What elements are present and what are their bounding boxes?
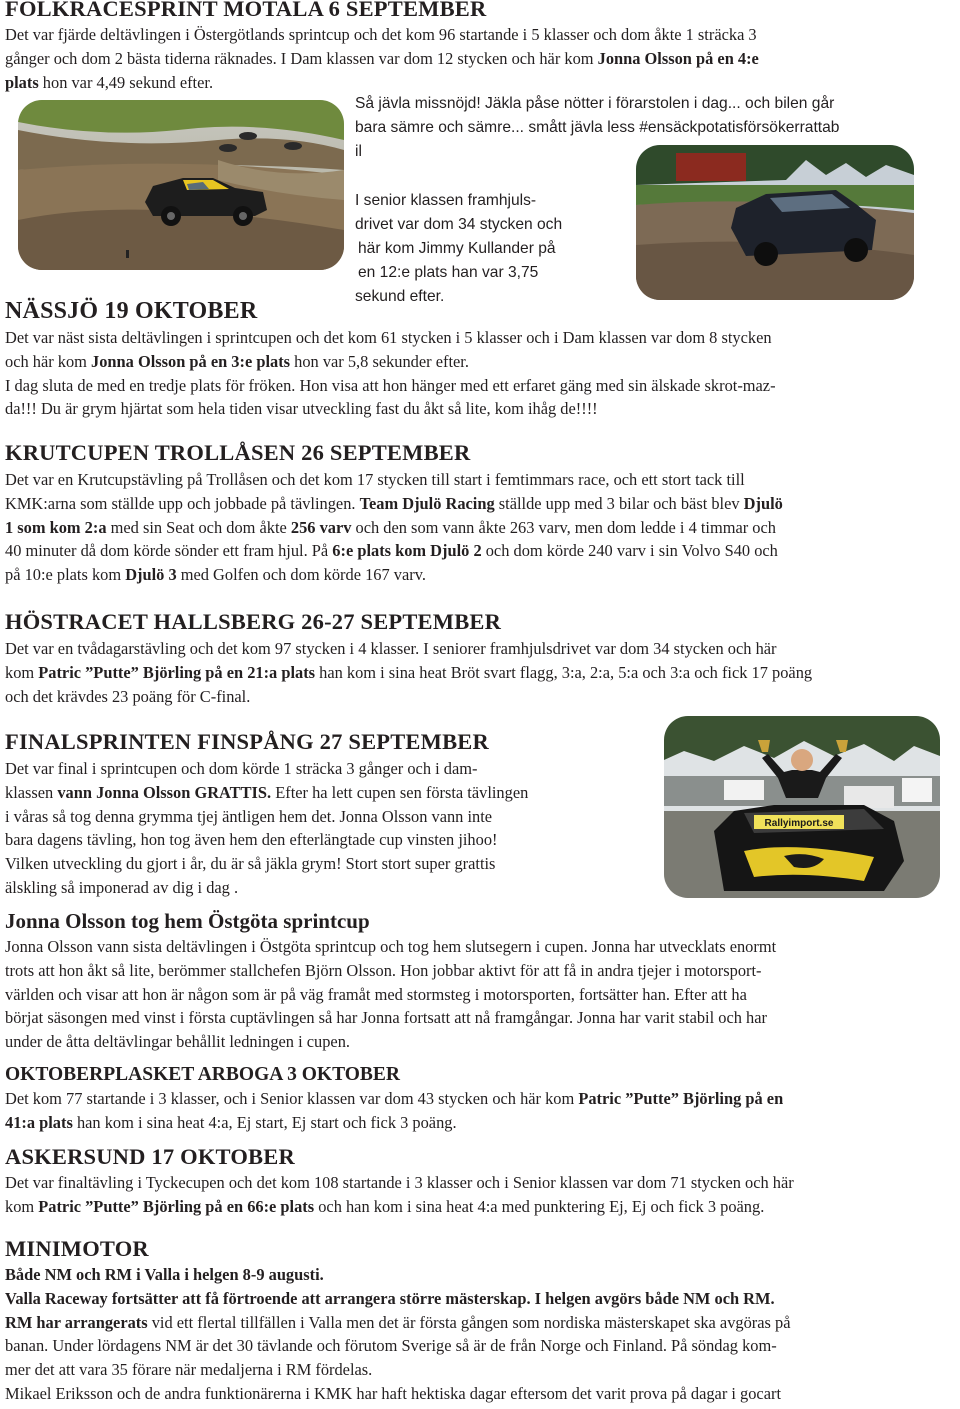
text-line: drivet var dom 34 stycken och <box>355 216 563 233</box>
highlight-text: 256 varv <box>290 517 352 537</box>
highlight-text: Jonna Olsson på en 4:e <box>597 48 759 68</box>
highlight-text: Djulö <box>743 493 783 513</box>
krut-title: KRUTCUPEN TROLLÅSEN 26 SEPTEMBER <box>5 440 471 465</box>
text-span: med sin Seat och dom åkte <box>106 517 291 537</box>
text-line: Det var finaltävling i Tyckecupen och det kom 108 startande i 3 klasser och i Senior klassen var dom 71 stycken och här <box>5 1173 794 1192</box>
text-line: il <box>355 143 362 160</box>
text-span: på 10:e plats kom <box>5 565 126 585</box>
text-span: gånger och dom 2 bästa tiderna räknades. I Dam klassen var dom 12 stycken och här kom <box>5 48 598 68</box>
final-title: FINALSPRINTEN FINSPÅNG 27 SEPTEMBER <box>5 729 489 754</box>
arboga-paragraph <box>5 1087 783 1135</box>
text-line: Mikael Eriksson och de andra funktionärerna i KMK har haft hektiska dagar eftersom det varit prova på dagar i gocart <box>5 1383 781 1403</box>
highlight-text: Patric ”Putte” Björling på en 66:e plats <box>38 1196 315 1216</box>
senior-paragraph <box>355 189 562 309</box>
folkrace-paragraph <box>5 23 759 94</box>
final-paragraph <box>5 757 528 900</box>
text-span: han kom i sina heat 4:a, Ej start, Ej start och fick 3 poäng. <box>72 1112 457 1132</box>
text-span: Det kom 77 startande i 3 klasser, och i Senior klassen var dom 43 stycken och här kom <box>5 1089 579 1108</box>
text-line: världen och visar att hon är någon som är på väg framåt med stormsteg i motorsporten, fortsätter han. Efter att ha <box>5 984 747 1004</box>
text-line: Det var final i sprintcupen och dom körde 1 sträcka 3 gånger och i dam- <box>5 759 478 778</box>
text-line: Vilken utveckling du gjort i år, du är så jäkla grym! Stort stort super grattis <box>5 854 496 874</box>
highlight-text: 6:e plats kom Djulö 2 <box>332 541 482 561</box>
krut-paragraph <box>5 468 783 587</box>
text-span: 40 minuter då dom körde sönder ett fram hjul. På <box>5 541 333 561</box>
highlight-text: Både NM och RM i Valla i helgen 8-9 augusti. <box>5 1265 324 1284</box>
highlight-text: Patric ”Putte” Björling på en 21:a plats <box>38 662 316 682</box>
text-line: Så jävla missnöjd! Jäkla påse nötter i förarstolen i dag... och bilen går <box>355 95 835 112</box>
highlight-text: 1 som kom 2:a <box>5 517 107 537</box>
askersund-title: ASKERSUND 17 OKTOBER <box>5 1144 295 1169</box>
text-span: ställde upp med 3 bilar och bäst blev <box>494 493 744 513</box>
text-span: och dom körde 240 varv i sin Volvo S40 och <box>481 541 778 561</box>
text-line: Jonna Olsson vann sista deltävlingen i Östgöta sprintcup och tog hem slutsegern i cupen. Jonna har utvecklats enormt <box>5 937 777 956</box>
host-title: HÖSTRACET HALLSBERG 26-27 SEPTEMBER <box>5 609 502 634</box>
highlight-text: Team Djulö Racing <box>359 493 495 513</box>
text-span: KMK:arna som ställde upp och jobbade på tävlingen. <box>5 493 360 513</box>
text-line: en 12:e plats han var 3,75 <box>358 264 539 281</box>
text-line: I senior klassen framhjuls- <box>355 192 537 209</box>
folkrace-title: FOLKRACESPRINT MOTALA 6 SEPTEMBER <box>5 0 487 21</box>
text-line: da!!! Du är grym hjärtat som hela tiden visar utveckling fast du åkt så lite, kom ihåg de!!!! <box>5 399 598 419</box>
text-line: I dag sluta de med en tredje plats för fröken. Hon visa att hon hänger med ett erfaret gäng med sin älskade skrot-maz- <box>5 375 776 395</box>
text-line: Det var fjärde deltävlingen i Östergötlands sprintcup och det kom 96 startande i 5 klasser och dom åkte 1 sträcka 3 <box>5 25 757 44</box>
winner-trophy-photo <box>664 716 940 898</box>
text-line: Det var en Krutcupstävling på Trollåsen och det kom 17 stycken till start i femtimmars race, och ett stort tack till <box>5 470 745 489</box>
arboga-title: OKTOBERPLASKET ARBOGA 3 OKTOBER <box>5 1064 400 1085</box>
text-span: klassen <box>5 782 58 802</box>
text-line: Det var en tvådagarstävling och det kom 97 stycken i 4 klasser. I seniorer framhjulsdrivet var dom 34 stycken och här <box>5 639 777 658</box>
text-line: börjat säsongen med vinst i första cuptävlingen så har Jonna fortsatt att nå framgångar. Jonna har varit stabil och har <box>5 1008 767 1028</box>
text-span: och den som vann åkte 263 varv, men dom ledde i 4 timmar och <box>351 517 776 537</box>
highlight-text: Valla Raceway fortsätter att få förtroende att arrangera större mästerskap. I helgen avgörs både NM och RM. <box>5 1288 775 1308</box>
highlight-text: Djulö 3 <box>125 565 177 585</box>
highlight-text: vann Jonna Olsson GRATTIS. <box>57 782 272 802</box>
text-line: här kom Jimmy Kullander på <box>358 240 556 257</box>
text-span: han kom i sina heat Bröt svart flagg, 3:a, 2:a, 5:a och 3:a och fick 17 poäng <box>315 662 813 682</box>
text-span: och här kom <box>5 351 92 371</box>
text-span: kom <box>5 662 39 682</box>
jonna-title: Jonna Olsson tog hem Östgöta sprintcup <box>5 909 370 933</box>
minimotor-title: MINIMOTOR <box>5 1236 149 1261</box>
text-line: bara sämre och sämre... smått jävla less #ensäckpotatisförsökerrattab <box>355 119 840 136</box>
text-line: och det krävdes 23 poäng för C-final. <box>5 686 251 706</box>
sponsor-banner-text: Rallyimport.se <box>764 818 834 829</box>
highlight-text: plats <box>5 72 39 92</box>
rally-car-photo-2 <box>636 145 914 300</box>
host-paragraph <box>5 637 812 708</box>
nassjo-title: NÄSSJÖ 19 OKTOBER <box>5 298 258 324</box>
highlight-text: Patric ”Putte” Björling på en <box>578 1089 784 1108</box>
text-line: banan. Under lördagens NM är det 30 tävlande och förutom Sverige så är de från Norge och Finland. På söndag kom- <box>5 1336 777 1356</box>
nassjo-paragraph <box>5 326 776 421</box>
text-line: mer det att vara 35 förare när medaljerna i RM fördelas. <box>5 1360 373 1380</box>
text-line: under de åtta deltävlingar behållit ledningen i cupen. <box>5 1032 350 1052</box>
highlight-text: RM har arrangerats <box>5 1312 148 1332</box>
text-span: kom <box>5 1196 39 1216</box>
text-span: hon var 5,8 sekunder efter. <box>290 351 469 371</box>
text-line: älskling så imponerad av dig i dag . <box>5 877 239 897</box>
text-span: hon var 4,49 sekund efter. <box>38 72 214 92</box>
jonna-paragraph <box>5 935 776 1054</box>
text-span: Efter ha lett cupen sen första tävlingen <box>271 782 529 802</box>
text-line: sekund efter. <box>355 288 445 305</box>
text-line: trots att hon åkt så lite, berömmer stallchefen Björn Olsson. Hon jobbar aktivt för att få in andra tjejer i motorsport- <box>5 960 762 980</box>
highlight-text: 41:a plats <box>5 1112 73 1132</box>
text-line: i våras så tog denna grymma tjej äntligen hem det. Jonna Olsson vann inte <box>5 806 493 826</box>
text-line: bara dagens tävling, hon tog även hem den efterlängtade cup vinsten jihoo! <box>5 830 498 850</box>
askersund-paragraph <box>5 1171 794 1219</box>
text-span: vid ett flertal tillfällen i Valla men det är första gången som nordiska mästerskapet ska avgöras på <box>147 1312 791 1332</box>
text-span: med Golfen och dom körde 167 varv. <box>176 565 426 585</box>
highlight-text: Jonna Olsson på en 3:e plats <box>91 351 291 371</box>
text-line: Det var näst sista deltävlingen i sprintcupen och det kom 61 stycken i 5 klasser och i Dam klassen var dom 8 stycken <box>5 328 772 347</box>
text-span: och han kom i sina heat 4:a med punktering Ej, Ej och fick 3 poäng. <box>314 1196 765 1216</box>
minimotor-paragraph <box>5 1263 790 1406</box>
rally-car-photo-1 <box>18 100 344 270</box>
